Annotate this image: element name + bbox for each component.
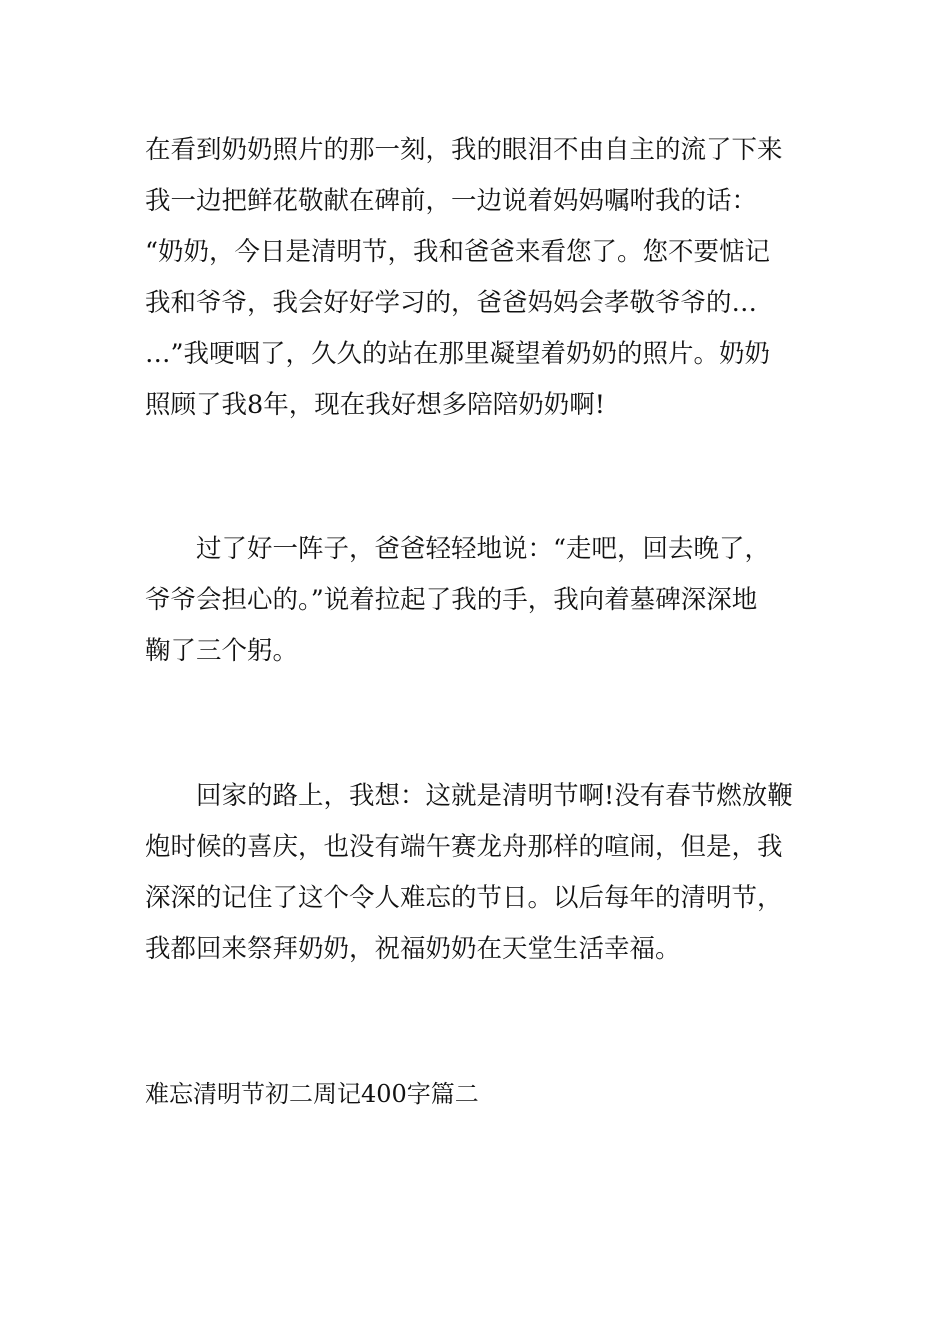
paragraph-1: [145, 125, 810, 431]
text-line: 我一边把鲜花敬献在碑前，一边说着妈妈嘱咐我的话：: [145, 186, 758, 216]
text-line: 过了好一阵子，爸爸轻轻地说：“走吧，回去晚了，: [145, 534, 771, 564]
text-line: 爷爷会担心的。”说着拉起了我的手，我向着墓碑深深地: [145, 585, 758, 615]
section-heading: 难忘清明节初二周记400字篇二: [145, 1080, 479, 1108]
paragraph-3: [145, 771, 810, 975]
text-line: 在看到奶奶照片的那一刻，我的眼泪不由自主的流了下来: [145, 135, 783, 165]
text-line: “奶奶，今日是清明节，我和爸爸来看您了。您不要惦记: [145, 237, 771, 267]
text-line: 回家的路上，我想：这就是清明节啊!没有春节燃放鞭: [145, 781, 793, 811]
text-line: 照顾了我8年，现在我好想多陪陪奶奶啊!: [145, 390, 605, 420]
text-line: …”我哽咽了，久久的站在那里凝望着奶奶的照片。奶奶: [145, 339, 771, 369]
text-line: 深深的记住了这个令人难忘的节日。以后每年的清明节，: [145, 883, 783, 913]
text-line: 我都回来祭拜奶奶，祝福奶奶在天堂生活幸福。: [145, 934, 681, 964]
text-line: 炮时候的喜庆，也没有端午赛龙舟那样的喧闹，但是，我: [145, 832, 783, 862]
text-line: 我和爷爷，我会好好学习的，爸爸妈妈会孝敬爷爷的…: [145, 288, 758, 318]
text-line: 鞠了三个躬。: [145, 636, 299, 666]
paragraph-2: [145, 524, 810, 677]
